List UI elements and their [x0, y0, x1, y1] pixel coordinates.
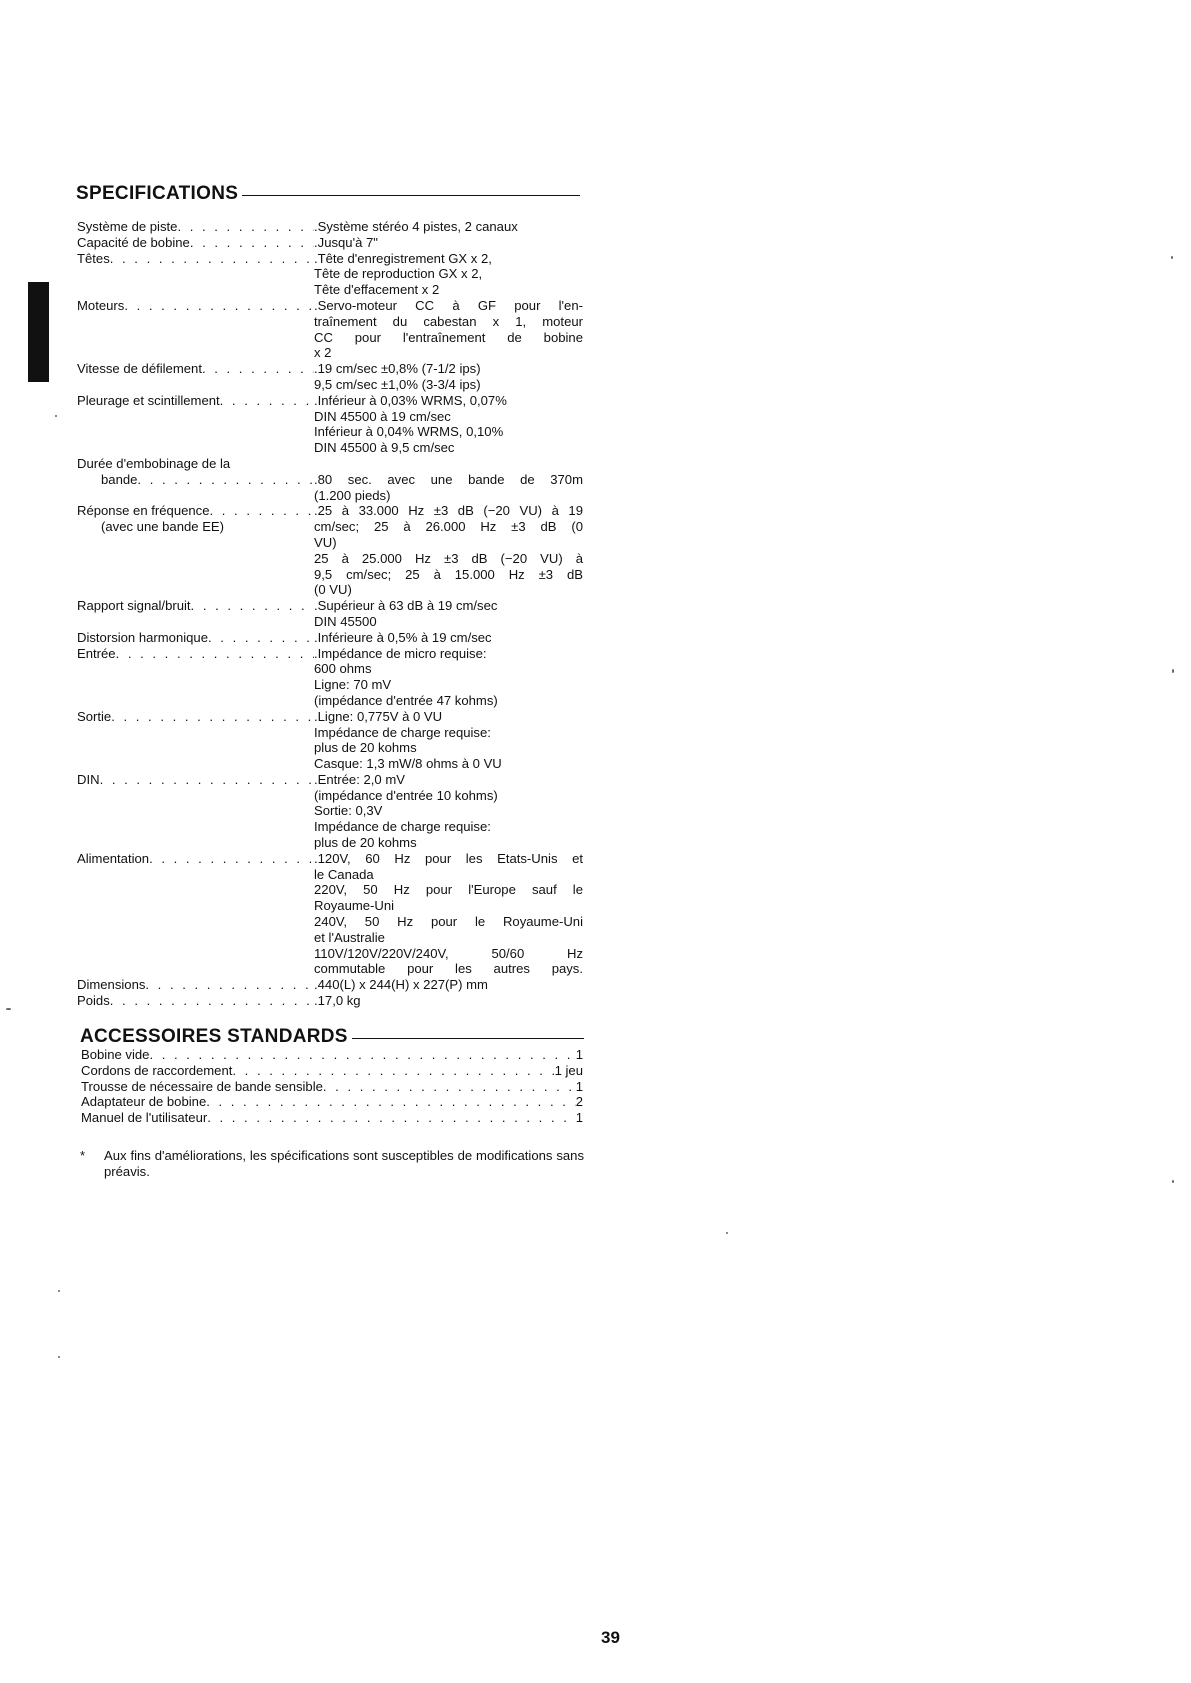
spec-row: [77, 772, 583, 851]
specifications-list: [77, 219, 583, 1009]
accessory-label: Manuel de l'utilisateur: [81, 1110, 208, 1126]
footnote-marker: *: [80, 1148, 86, 1163]
spec-value-line: 600 ohms: [314, 661, 372, 677]
spec-row: [77, 709, 583, 772]
dot-leader: [116, 646, 314, 662]
spec-label-text: Poids: [77, 993, 110, 1009]
accessory-quantity: 1 jeu: [554, 1062, 583, 1078]
scan-speck: [1172, 669, 1174, 673]
spec-label: [77, 598, 314, 630]
spec-value: [314, 851, 583, 977]
spec-label: [77, 503, 314, 598]
spec-label-text: Têtes: [77, 250, 110, 266]
spec-value-line: Tête d'effacement x 2: [314, 282, 440, 298]
dot-leader: [190, 235, 314, 251]
spec-value-line: commutable pour les autres pays.: [314, 961, 583, 977]
spec-label-stack: [77, 503, 314, 598]
spec-label-text: Rapport signal/bruit: [77, 598, 191, 614]
dot-leader: [137, 472, 314, 488]
scan-speck: [58, 1356, 60, 1358]
dot-leader: [124, 298, 314, 314]
spec-label-text: Système de piste: [77, 219, 178, 234]
spec-value-line: . 120V, 60 Hz pour les Etats-Unis et: [314, 851, 583, 867]
spec-value-line: Impédance de charge requise:: [314, 724, 491, 740]
spec-label: [77, 361, 314, 393]
spec-label: [77, 393, 314, 456]
dot-leader: [206, 1094, 575, 1110]
spec-value-line: . Entrée: 2,0 mV: [314, 772, 583, 788]
spec-label: [77, 772, 314, 851]
spec-label-sub: (avec une bande EE): [101, 519, 225, 535]
spec-value: [314, 393, 583, 456]
scan-speck: [1171, 256, 1173, 259]
spec-value-line: (1.200 pieds): [314, 487, 391, 503]
spec-value: [314, 298, 583, 361]
accessories-heading: [80, 1026, 584, 1048]
spec-value-line: cm/sec; 25 à 26.000 Hz ±3 dB (0: [314, 519, 583, 535]
spec-value: [314, 503, 583, 598]
accessory-item: [81, 1110, 583, 1126]
spec-label-text: DIN: [77, 771, 100, 787]
dot-leader: [207, 1110, 575, 1126]
dot-leader: [210, 503, 315, 519]
spec-value-line: 9,5 cm/sec ±1,0% (3-3/4 ips): [314, 376, 481, 392]
dot-leader: [208, 630, 314, 646]
specifications-title: SPECIFICATIONS: [76, 183, 239, 204]
spec-value-line: 220V, 50 Hz pour l'Europe sauf le: [314, 882, 583, 898]
spec-value-line: . 440(L) x 244(H) x 227(P) mm: [314, 977, 583, 993]
heading-rule: [242, 195, 580, 196]
spec-value-line: Ligne: 70 mV: [314, 677, 392, 693]
spec-row: [77, 646, 583, 709]
spec-row: [77, 630, 583, 646]
spec-value: [314, 646, 583, 709]
spec-value-line: Royaume-Uni: [314, 898, 395, 914]
spec-value-line: le Canada: [314, 866, 374, 882]
spec-row: [77, 977, 583, 993]
spec-label-text: Vitesse de défilement: [77, 361, 202, 377]
spec-label-text: Dimensions: [77, 977, 146, 993]
accessory-item: [81, 1063, 583, 1079]
accessory-item: [81, 1094, 583, 1110]
spec-label: [77, 456, 314, 503]
spec-value-line: (impédance d'entrée 47 kohms): [314, 692, 498, 708]
spec-value-line: Inférieur à 0,04% WRMS, 0,10%: [314, 424, 504, 440]
spec-value-line: . Supérieur à 63 dB à 19 cm/sec: [314, 598, 583, 614]
spec-value-line: Sortie: 0,3V: [314, 803, 383, 819]
spec-row: [77, 251, 583, 298]
spec-label-text: Entrée: [77, 645, 116, 661]
dot-leader: [149, 1047, 575, 1063]
spec-value-line: 25 à 25.000 Hz ±3 dB (−20 VU) à: [314, 550, 583, 566]
dot-leader: [111, 709, 314, 725]
spec-label: [77, 993, 314, 1009]
spec-value-line: . Inférieure à 0,5% à 19 cm/sec: [314, 630, 583, 646]
spec-value: [314, 598, 583, 630]
spec-label-line: Durée d'embobinage de la: [77, 455, 231, 471]
spec-row: [77, 298, 583, 361]
spec-value-line: 240V, 50 Hz pour le Royaume-Uni: [314, 914, 583, 930]
scan-speck: [55, 415, 57, 417]
scan-speck: [58, 1290, 60, 1292]
spec-label-text: Alimentation: [77, 850, 150, 866]
accessory-label: Trousse de nécessaire de bande sensible: [81, 1078, 323, 1094]
spec-value-line: et l'Australie: [314, 929, 385, 945]
spec-label-text: Sortie: [77, 708, 112, 724]
dot-leader: [110, 251, 314, 267]
accessory-quantity: 2: [575, 1094, 583, 1110]
spec-row: [77, 598, 583, 630]
dot-leader: [202, 361, 314, 377]
spec-value: [314, 219, 583, 235]
spec-value-line: (impédance d'entrée 10 kohms): [314, 787, 498, 803]
spec-value-line: VU): [314, 534, 337, 550]
accessory-label: Bobine vide: [81, 1047, 150, 1062]
spec-label: [77, 977, 314, 993]
footnote: [80, 1148, 584, 1180]
dot-leader: [110, 993, 314, 1009]
spec-value: [314, 977, 583, 993]
spec-value-line: . Servo-moteur CC à GF pour l'en-: [314, 298, 583, 314]
spec-label: [77, 219, 314, 235]
spec-label: [77, 235, 314, 251]
spec-value-line: DIN 45500 à 9,5 cm/sec: [314, 440, 455, 456]
dot-leader: [145, 977, 314, 993]
spec-row: [77, 235, 583, 251]
scan-speck: [6, 1008, 11, 1010]
spec-value-line: . Ligne: 0,775V à 0 VU: [314, 709, 583, 725]
accessory-quantity: 1: [575, 1078, 583, 1094]
spec-label-line: Réponse en fréquence: [77, 503, 210, 519]
spec-row: [77, 393, 583, 456]
spec-value-line: 110V/120V/220V/240V, 50/60 Hz: [314, 945, 583, 961]
spec-value-line: traînement du cabestan x 1, moteur: [314, 313, 583, 329]
spec-value-line: . Impédance de micro requise:: [314, 646, 583, 662]
spec-value-line: Casque: 1,3 mW/8 ohms à 0 VU: [314, 756, 502, 772]
dot-leader: [149, 851, 314, 867]
spec-row: [77, 361, 583, 393]
spec-value-line: . 80 sec. avec une bande de 370m: [314, 472, 583, 488]
scan-speck: [726, 1232, 728, 1234]
accessory-quantity: 1: [575, 1110, 583, 1126]
spec-label: [77, 251, 314, 298]
spec-row: [77, 503, 583, 598]
spec-value: [314, 772, 583, 851]
spec-value-line: x 2: [314, 345, 332, 361]
spec-label: [77, 298, 314, 361]
spec-label: [77, 646, 314, 709]
accessories-title: ACCESSOIRES STANDARDS: [80, 1026, 348, 1047]
spec-label-line: bande: [101, 471, 138, 487]
accessory-label: Cordons de raccordement: [81, 1062, 233, 1078]
section-tab-marker: [28, 282, 49, 382]
spec-row: [77, 219, 583, 235]
spec-value-line: DIN 45500 à 19 cm/sec: [314, 408, 451, 424]
dot-leader: [191, 598, 314, 614]
footnote-text: Aux fins d'améliorations, les spécifications sont susceptibles de modifications sans préavis.: [104, 1148, 584, 1179]
spec-value-line: plus de 20 kohms: [314, 835, 417, 851]
spec-label: [77, 851, 314, 977]
spec-row: [77, 851, 583, 977]
spec-row: [77, 456, 583, 503]
spec-label-text: Capacité de bobine: [77, 234, 190, 250]
page-number: 39: [601, 1628, 620, 1647]
dot-leader: [232, 1063, 554, 1079]
spec-value-line: Tête de reproduction GX x 2,: [314, 266, 483, 282]
specifications-heading: [76, 183, 580, 205]
spec-value-line: Impédance de charge requise:: [314, 819, 491, 835]
spec-value-line: 9,5 cm/sec; 25 à 15.000 Hz ±3 dB: [314, 566, 583, 582]
scan-speck: [1172, 1180, 1174, 1183]
spec-label: [77, 630, 314, 646]
spec-label-text: Pleurage et scintillement: [77, 392, 220, 408]
spec-value: [314, 361, 583, 393]
spec-label-text: Moteurs: [77, 297, 125, 313]
accessories-list: [81, 1047, 583, 1126]
accessory-item: [81, 1047, 583, 1063]
spec-value: [314, 235, 583, 251]
spec-value-line: DIN 45500: [314, 613, 377, 629]
spec-value: [314, 456, 583, 503]
spec-value: [314, 630, 583, 646]
spec-value-line: (0 VU): [314, 582, 352, 598]
spec-value: [314, 993, 583, 1009]
dot-leader: [323, 1079, 576, 1095]
spec-value-line: . Système stéréo 4 pistes, 2 canaux: [314, 219, 583, 235]
spec-value: [314, 709, 583, 772]
spec-value-line: CC pour l'entraînement de bobine: [314, 329, 583, 345]
spec-label-text: Distorsion harmonique: [77, 629, 209, 645]
dot-leader: [100, 772, 314, 788]
spec-value-line: . Inférieur à 0,03% WRMS, 0,07%: [314, 393, 583, 409]
spec-row: [77, 993, 583, 1009]
dot-leader: [177, 219, 314, 235]
spec-value-line: . 25 à 33.000 Hz ±3 dB (−20 VU) à 19: [314, 503, 583, 519]
spec-value-line: plus de 20 kohms: [314, 740, 417, 756]
spec-label-stack: [77, 456, 314, 503]
dot-leader: [220, 393, 314, 409]
spec-value-line: . Jusqu'à 7": [314, 235, 583, 251]
accessory-label: Adaptateur de bobine: [81, 1094, 207, 1110]
spec-value-line: . Tête d'enregistrement GX x 2,: [314, 251, 583, 267]
spec-value: [314, 251, 583, 298]
accessory-quantity: 1: [575, 1047, 583, 1062]
spec-value-line: . 19 cm/sec ±0,8% (7-1/2 ips): [314, 361, 583, 377]
spec-label: [77, 709, 314, 772]
heading-rule: [352, 1038, 584, 1039]
accessory-item: [81, 1079, 583, 1095]
spec-value-line: . 17,0 kg: [314, 993, 583, 1009]
